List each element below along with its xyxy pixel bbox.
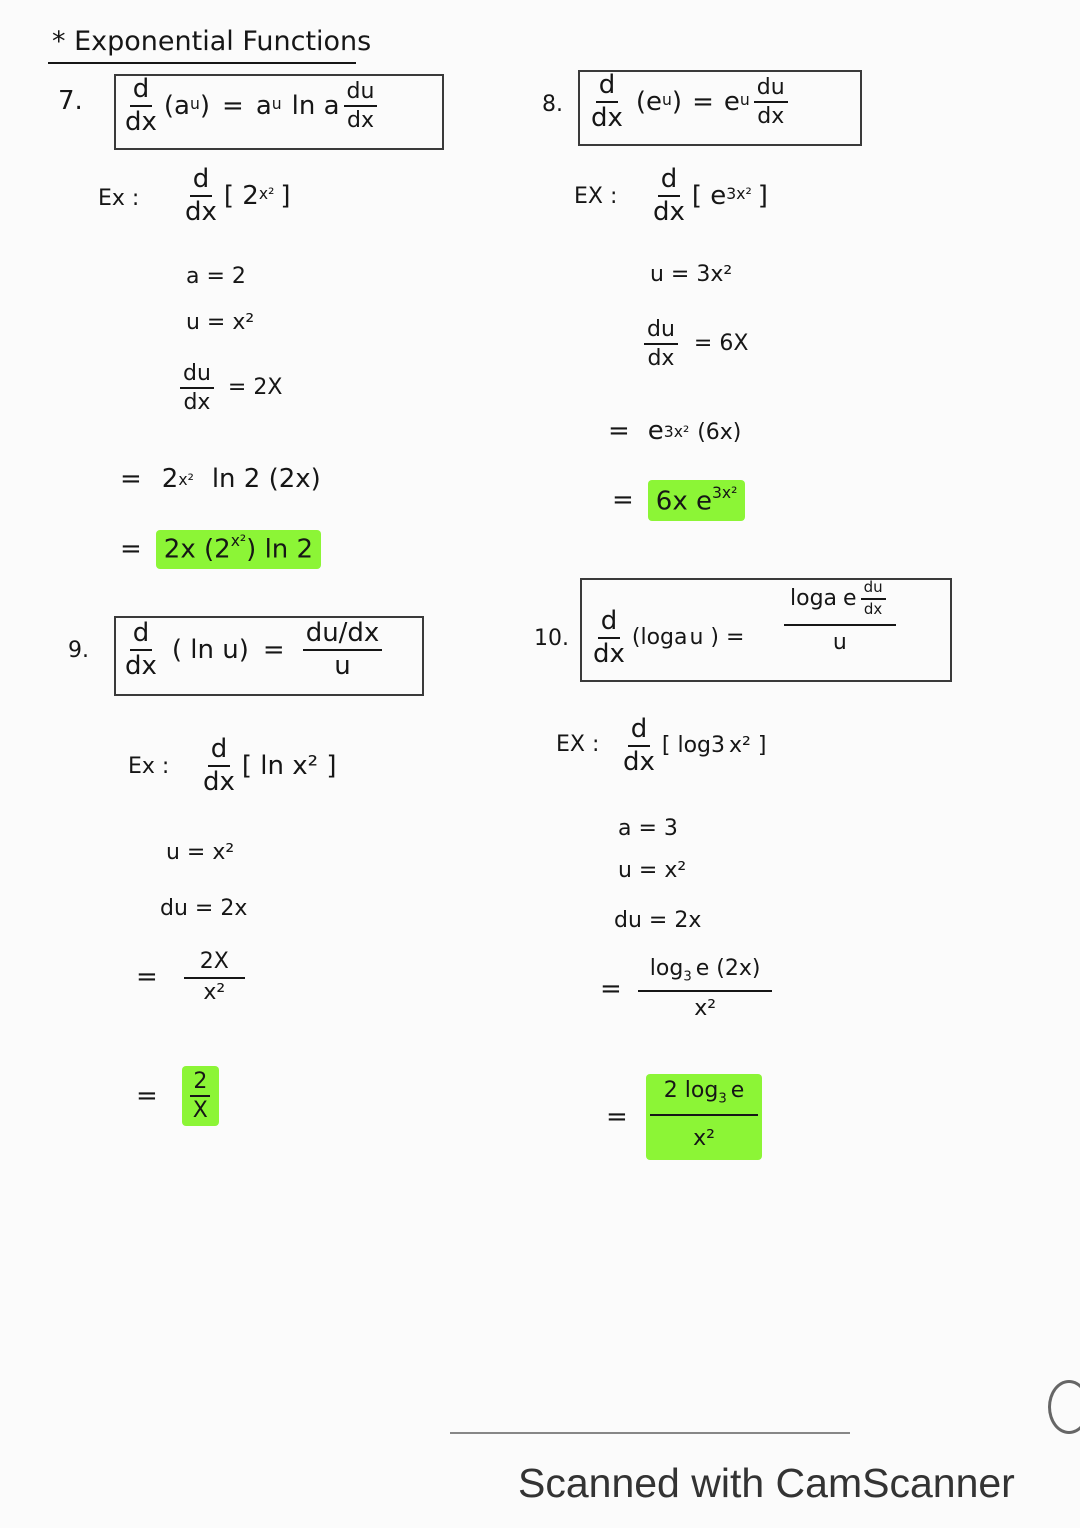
answer: = 6x $e^{3x^2}$ [612,480,745,521]
answer-highlight: 2 $\log_3 e$ x² [646,1074,762,1160]
example-label: Ex : [98,186,140,211]
rule-number: 9. [68,638,89,663]
step-1: = $\frac{\log_3 e (2x)}{\text{x²}}$ [600,958,772,1020]
answer-highlight: 6x $e^{3x^2}$ [648,480,746,521]
u-value: u = 3x² [650,262,733,287]
rule-number: 8. [542,92,563,117]
du-dx-value: $\frac{du}{dx}$ = 2X [176,362,282,414]
rule-number: 7. [58,86,83,116]
example-expression: $\frac{d}{dx}$ [ e $^{3x^2}$ ] [653,164,768,228]
scanner-watermark: Scanned with CamScanner [518,1460,1015,1506]
u-value: u = x² [166,840,235,865]
answer: = 2x $(2^{x^2})$ ln 2 [120,530,321,569]
du-dx-over-u-fraction: $\frac{du/dx}{u}$ [303,620,383,681]
derivative-operator: $\frac{d}{dx}$ [591,70,623,134]
du-value: du = 2x [160,896,248,921]
u-value: u = x² [186,310,255,335]
du-dx-fraction: $\frac{du}{dx}$ [754,76,788,128]
rule-9-formula: $\frac{d}{dx}$ ( ln u) = $\frac{du/dx}{u}$ [118,620,386,681]
example-expression: $\frac{d}{dx}$ [ log 3 x² ] [623,714,767,778]
step-1: = 2 $^{x^2}$ ln 2 (2x) [120,464,321,494]
rule-8-formula: $\frac{d}{dx}$ (e $^u$ ) = e $^u$ $\frac{du}{dx}$ [584,72,792,133]
answer-highlight: 2x $(2^{x^2})$ ln 2 [156,530,321,569]
step-1: = $\frac{2X}{\text{x²}}$ [136,950,249,1004]
example-label: EX : [556,732,600,757]
a-value: a = 3 [618,816,678,841]
du-dx-fraction: $\frac{du}{dx}$ [344,80,378,132]
rule-number: 10. [534,626,569,651]
derivative-operator: $\frac{d}{dx}$ [125,618,157,682]
answer: = 2 $\log_3 e$ x² [606,1074,762,1160]
example-label: Ex : [128,754,170,779]
step-1: = e $^{3x^2}$ (6x) [608,416,742,446]
example-label: EX : [574,184,618,209]
rule-10-formula-lhs: $\frac{d}{dx}$ (log a u ) = [586,608,744,669]
example-expression: $\frac{d}{dx}$ [ ln x² ] [203,734,337,798]
du-dx-value: $\frac{du}{dx}$ = 6X [640,318,748,370]
u-value: u = x² [618,858,687,883]
footer-divider [450,1432,850,1434]
derivative-operator: $\frac{d}{dx}$ [593,606,625,670]
derivative-operator: $\frac{d}{dx}$ [125,74,157,138]
example-expression: $\frac{d}{dx}$ [ 2 $^{x^2}$ ] [185,164,291,228]
page-title: * Exponential Functions [52,26,372,57]
du-value: du = 2x [614,908,702,933]
title-underline [48,62,356,64]
answer: = $\frac{2}{X}$ [136,1066,219,1126]
camscanner-logo-icon [1048,1380,1080,1434]
rule-7-formula: $\frac{d}{dx}$ (a $^u$ ) = a $^u$ ln a $\frac{du}{dx}$ [118,76,381,137]
a-value: a = 2 [186,264,246,289]
rule-10-formula-rhs: log a e $\frac{du}{dx}$ u [784,580,896,654]
answer-highlight: $\frac{2}{X}$ [182,1066,219,1126]
